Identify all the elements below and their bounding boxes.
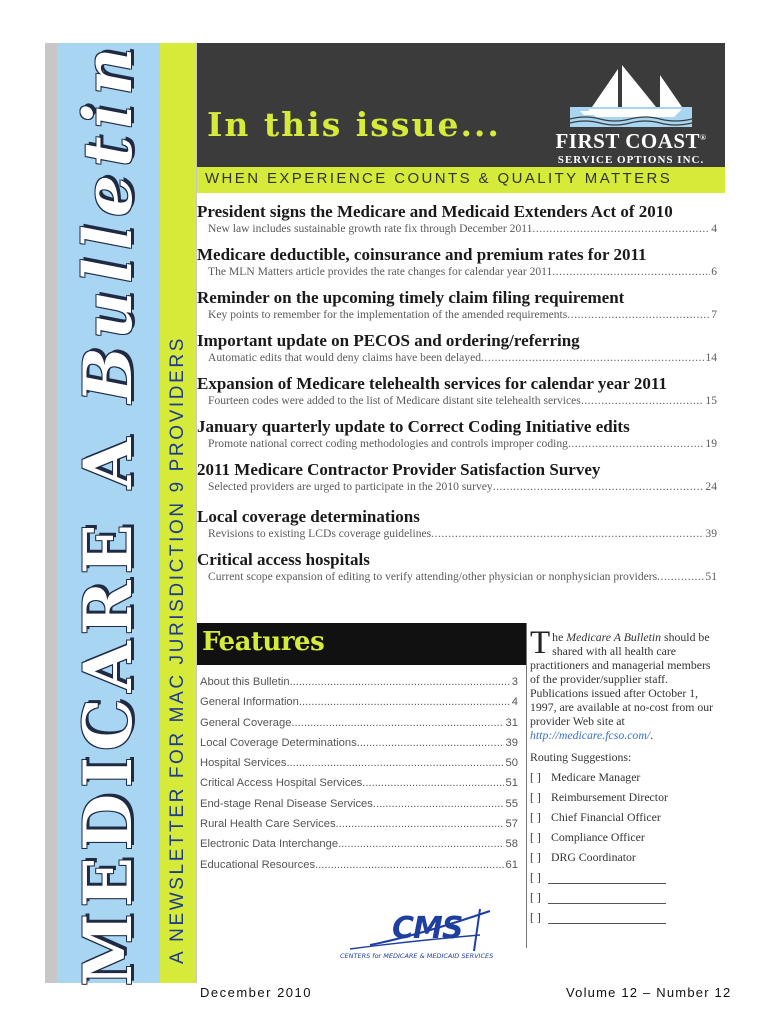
logo-name: [542, 129, 720, 154]
leader-dots: [532, 222, 710, 235]
toc-item[interactable]: [197, 245, 717, 278]
feature-page: 31: [505, 716, 518, 729]
feature-page: 50: [505, 757, 518, 770]
feature-label: General Coverage: [200, 716, 292, 729]
leader-dots: [481, 351, 704, 364]
feature-item[interactable]: [200, 717, 518, 737]
toc-item-title: Medicare deductible, coinsurance and premium rates for 2011: [197, 245, 647, 264]
routing-role: Medicare Manager: [550, 770, 641, 784]
feature-label: Local Coverage Determinations: [200, 736, 357, 749]
toc-item-desc: Current scope expansion of editing to verify attending/other physician or nonphysician providers: [208, 570, 658, 583]
toc-item-title: Expansion of Medicare telehealth services for calendar year 2011: [197, 374, 667, 393]
feature-label: End-stage Renal Disease Services: [200, 797, 373, 810]
feature-label: Hospital Services: [200, 757, 287, 770]
routing-checkbox: [ ]: [530, 810, 541, 824]
toc-item-page: 39: [705, 527, 717, 540]
toc-item-title: January quarterly update to Correct Coding Initiative edits: [197, 417, 630, 436]
routing-checkbox: [ ]: [530, 830, 541, 844]
issue-date: December 2010: [200, 985, 312, 1000]
feature-item[interactable]: [200, 859, 518, 879]
leader-dots: [338, 838, 503, 858]
toc-item-desc: Revisions to existing LCDs coverage guidelines: [208, 527, 432, 540]
toc-item[interactable]: [197, 331, 717, 364]
toc-item[interactable]: [197, 374, 717, 407]
features-heading: Features: [202, 627, 325, 657]
feature-item[interactable]: [200, 818, 518, 838]
feature-item[interactable]: [200, 696, 518, 716]
toc-item-page: 24: [705, 480, 717, 493]
routing-role: Chief Financial Officer: [550, 810, 661, 824]
routing-role: Compliance Officer: [550, 830, 645, 844]
toc-item[interactable]: [197, 507, 717, 540]
intro-post: should be shared with all health care practitioners and managerial members of the provider/supplier staff. Publications issued after October 1, 1997, are available at no-cost from our provider Web site at: [530, 630, 714, 728]
feature-page: 39: [505, 736, 518, 749]
toc-item[interactable]: [197, 417, 717, 450]
leader-dots: [552, 265, 710, 278]
routing-checkbox: [ ]: [530, 770, 541, 784]
feature-page: 51: [505, 777, 518, 790]
provider-website-link[interactable]: http://medicare.fcso.com/: [530, 728, 651, 742]
leader-dots: [362, 777, 503, 797]
toc-item-desc: Automatic edits that would deny claims have been delayed: [208, 351, 482, 364]
leader-dots: [286, 757, 503, 777]
routing-role: Reimbursement Director: [550, 790, 668, 804]
toc-item-title: Important update on PECOS and ordering/referring: [197, 331, 580, 350]
leader-dots: [291, 717, 503, 737]
routing-role: DRG Coordinator: [550, 850, 636, 864]
feature-page: 4: [511, 696, 518, 709]
logo-name-text: FIRST COAST: [555, 129, 701, 153]
feature-item[interactable]: [200, 777, 518, 797]
toc-item-page: 4: [711, 222, 717, 235]
feature-item[interactable]: [200, 798, 518, 818]
feature-page: 55: [505, 797, 518, 810]
intro-pre: he: [552, 630, 567, 644]
routing-checkbox: [ ]: [530, 870, 541, 884]
masthead-title: [69, 40, 147, 987]
blank-line: [548, 893, 666, 904]
toc-item[interactable]: [197, 288, 717, 321]
routing-item: [530, 810, 718, 824]
distribution-note: [530, 625, 718, 924]
feature-page: 57: [505, 818, 518, 831]
routing-item: [530, 830, 718, 844]
feature-item[interactable]: [200, 838, 518, 858]
leader-dots: [581, 394, 705, 407]
feature-label: About this Bulletin: [200, 676, 290, 688]
toc-item-desc: Fourteen codes were added to the list of Medicare distant site telehealth services: [208, 394, 581, 407]
issue-header: [197, 43, 725, 167]
intro-end: .: [650, 728, 654, 742]
feature-label: Rural Health Care Services: [200, 818, 336, 831]
routing-label: Routing Suggestions:: [530, 750, 632, 764]
toc-item-desc: Selected providers are urged to participate in the 2010 survey: [208, 480, 493, 493]
masthead-subtitle: A NEWSLETTER FOR MAC JURISDICTION 9 PROVIDERS: [167, 336, 188, 964]
tagline-text: WHEN EXPERIENCE COUNTS & QUALITY MATTERS: [205, 170, 673, 187]
routing-item: [530, 790, 718, 804]
toc-item-page: 15: [705, 394, 717, 407]
routing-checkbox: [ ]: [530, 850, 541, 864]
leader-dots: [315, 859, 503, 879]
tagline-bar: [197, 167, 725, 193]
feature-label: Critical Access Hospital Services: [200, 777, 363, 790]
routing-checkbox: [ ]: [530, 910, 541, 924]
toc-item[interactable]: [197, 460, 717, 493]
feature-label: General Information: [200, 696, 299, 709]
registered-mark: ®: [700, 133, 707, 142]
toc-item-page: 19: [705, 437, 717, 450]
feature-label: Electronic Data Interchange: [200, 838, 339, 851]
features-header: [197, 623, 526, 665]
feature-page: 3: [511, 676, 518, 688]
sailboat-icon: [570, 61, 692, 127]
blank-line: [548, 913, 666, 924]
issue-title: In this issue...: [207, 105, 501, 144]
leader-dots: [493, 480, 705, 493]
feature-page: 61: [505, 858, 518, 871]
routing-item: [530, 850, 718, 864]
masthead-title-caps: MEDICARE A: [69, 402, 147, 987]
masthead-title-italic: Bulletin: [69, 39, 147, 403]
feature-item[interactable]: [200, 676, 518, 696]
routing-checkbox: [ ]: [530, 890, 541, 904]
feature-page: 58: [505, 838, 518, 851]
toc-item-desc: Key points to remember for the implementation of the amended requirements: [208, 308, 568, 321]
toc-item-title: 2011 Medicare Contractor Provider Satisfaction Survey: [197, 460, 601, 479]
blank-line: [548, 873, 666, 884]
first-coast-logo: [542, 61, 720, 165]
routing-blank: [530, 910, 718, 924]
routing-blank: [530, 870, 718, 884]
toc-item-title: Critical access hospitals: [197, 550, 370, 569]
leader-dots: [357, 737, 504, 757]
toc-item-desc: New law includes sustainable growth rate fix through December 2011: [208, 222, 533, 235]
toc-item-page: 7: [711, 308, 717, 321]
cms-logo-subtitle: CENTERS for MEDICARE & MEDICAID SERVICES: [340, 952, 494, 960]
leader-dots: [373, 798, 504, 818]
toc-item-page: 14: [705, 351, 717, 364]
toc-item[interactable]: [197, 550, 717, 583]
toc-item[interactable]: [197, 202, 717, 235]
feature-item[interactable]: [200, 757, 518, 777]
leader-dots: [657, 570, 704, 583]
distribution-intro: [530, 625, 718, 742]
routing-checkbox: [ ]: [530, 790, 541, 804]
routing-item: [530, 770, 718, 784]
leader-dots: [567, 308, 710, 321]
issue-volume: Volume 12 – Number 12: [566, 985, 732, 1000]
leader-dots: [568, 437, 704, 450]
toc-item-desc: The MLN Matters article provides the rate changes for calendar year 2011: [208, 265, 553, 278]
leader-dots: [299, 696, 510, 716]
sidebar-divider: [526, 623, 527, 948]
intro-italic: Medicare A Bulletin: [566, 630, 662, 644]
logo-subtitle: SERVICE OPTIONS INC.: [557, 154, 705, 166]
leader-dots: [336, 818, 504, 838]
routing-blank: [530, 890, 718, 904]
leader-dots: [431, 527, 704, 540]
feature-label: Educational Resources: [200, 858, 316, 871]
dropcap: T: [530, 625, 551, 661]
toc-item-page: 51: [705, 570, 717, 583]
toc-item-title: Reminder on the upcoming timely claim filing requirement: [197, 288, 625, 307]
toc-item-title: President signs the Medicare and Medicaid Extenders Act of 2010: [197, 202, 673, 221]
leader-dots: [290, 676, 510, 696]
feature-item[interactable]: [200, 737, 518, 757]
cms-logo: [330, 905, 500, 965]
toc-item-page: 6: [711, 265, 717, 278]
features-list: [200, 676, 518, 879]
toc-item-title: Local coverage determinations: [197, 507, 420, 526]
toc-item-desc: Promote national correct coding methodologies and controls improper coding: [208, 437, 568, 450]
cms-logo-text: CMS: [392, 911, 463, 946]
